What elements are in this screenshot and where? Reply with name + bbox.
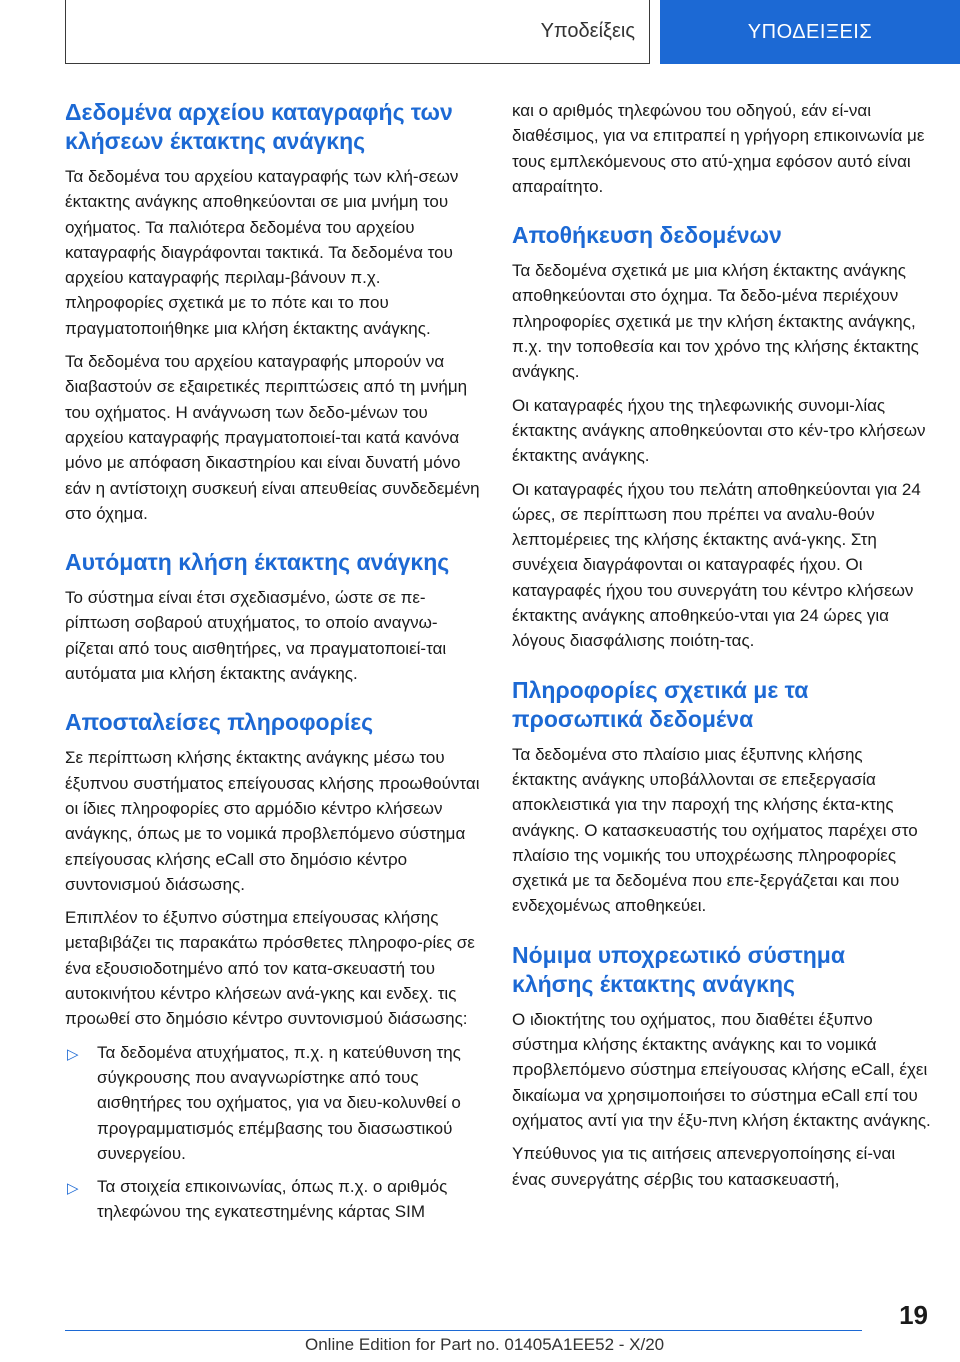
page-header (0, 0, 960, 66)
paragraph: Τα δεδομένα του αρχείου καταγραφής των κλή-σεων έκτακτης ανάγκης αποθηκεύονται σε μια μνήμη του οχήματος. Τα παλιότερα δεδομένα του αρχείου καταγραφής διαγράφονται τακτικά. Τα δεδομένα του αρχείου καταγραφής περιλαμ-βάνουν π.χ. πληροφορίες σχετικά με το πότε και το που πραγματοποιήθηκε μια κλήση έκτακτης ανάγκης. (65, 167, 459, 338)
paragraph: Ο ιδιοκτήτης του οχήματος, που διαθέτει έξυπνο σύστημα κλήσης έκτακτης ανάγκης και το νομικά προβλεπόμενο σύστημα επείγουσας κλήσης eCall, έχει δικαίωμα να χρησιμοποιήσει το σύστημα eCall επί του οχήματος αντί για την έξυ-πνη κλήση έκτακτης ανάγκης. (512, 1009, 931, 1130)
list-item (65, 1174, 480, 1225)
chapter-tab: ΥΠΟΔΕΙΞΕΙΣ (660, 0, 960, 64)
heading-data-storage: Αποθήκευση δεδομένων (512, 222, 782, 249)
section-label: Υποδείξεις (65, 0, 650, 64)
paragraph: Το σύστημα είναι έτσι σχεδιασμένο, ώστε σε πε-ρίπτωση σοβαρού ατυχήματος, το οποίο αναγνω-ρίζεται από τους αισθητήρες, να πραγματοποιεί-ται αυτόματα μια κλήση έκτακτης ανάγκης. (65, 588, 447, 684)
list-item-text: Τα στοιχεία επικοινωνίας, όπως π.χ. ο αριθμός τηλεφώνου της εγκατεστημένης κάρτας SIM (97, 1177, 448, 1222)
paragraph: Τα δεδομένα στο πλαίσιο μιας έξυπνης κλήσης έκτακτης ανάγκης υποβάλλονται σε επεξεργασία αποκλειστικά για την παροχή της κλήσης έκτα-κτης ανάγκης. Ο κατασκευαστής του οχήματος παρέχει στο πλαίσιο της νομικής του υποχρέωσης πληροφορίες σχετικά με τα δεδομένα που επε-ξεργάζεται και που ενδεχομένως αποθηκεύει. (512, 744, 918, 916)
paragraph: Οι καταγραφές ήχου της τηλεφωνικής συνομι-λίας έκτακτης ανάγκης αποθηκεύονται στο κέν-τρο κλήσεων έκτακτης ανάγκης. (512, 395, 926, 466)
heading-sent-information: Αποσταλείσες πληροφορίες (65, 709, 374, 736)
heading-emergency-call-log: Δεδομένα αρχείου καταγραφής των κλήσεων έκτακτης ανάγκης (65, 99, 453, 154)
heading-legal-emergency-system: Νόμιμα υποχρεωτικό σύστημα κλήσης έκτακτης ανάγκης (512, 941, 846, 997)
list-item-text: Τα δεδομένα ατυχήματος, π.χ. η κατεύθυνση της σύγκρουσης που αναγνωρίστηκε από τους αισθητήρες του οχήματος, για να διευ-κολυνθεί ο προγραμματισμός επέμβασης του διασωστικού συνεργείου. (97, 1042, 461, 1163)
right-column (512, 98, 932, 1200)
bullet-triangle-icon: ▷ (67, 1045, 79, 1063)
footer-divider (65, 1330, 862, 1331)
paragraph: Υπεύθυνος για τις αιτήσεις απενεργοποίησης εί-ναι ένας συνεργάτης σέρβις του κατασκευαστή, (512, 1144, 896, 1189)
paragraph: Σε περίπτωση κλήσης έκτακτης ανάγκης μέσω του έξυπνου συστήματος επείγουσας κλήσης προωθούνται οι ίδιες πληροφορίες στο αρμόδιο κέντρο κλήσεων ανάγκης, όπως με το νομικά προβλεπόμενο σύστημα επείγουσας κλήσης eCall στο δημόσιο κέντρο συντονισμού διάσωσης. (65, 748, 480, 894)
paragraph: και ο αριθμός τηλεφώνου του οδηγού, εάν εί-ναι διαθέσιμος, για να επιτραπεί η γρήγορη επικοινωνία με τους εμπλεκόμενους στο ατύ-χημα εφόσον αυτό είναι απαραίτητο. (512, 101, 925, 196)
paragraph: Τα δεδομένα του αρχείου καταγραφής μπορούν να διαβαστούν σε εξαιρετικές περιπτώσεις από τη μνήμη του οχήματος. Η ανάγνωση των δεδο-μένων του αρχείου καταγραφής πραγματοποιεί-ται κατά κανόνα μόνο με απόφαση δικαστηρίου και είναι δυνατή μόνο εάν η αντίστοιχη συσκευή είναι απευθείας συνδεδεμένη στο όχημα. (65, 352, 480, 523)
left-column (65, 98, 480, 1233)
paragraph: Επιπλέον το έξυπνο σύστημα επείγουσας κλήσης μεταβιβάζει τις παρακάτω πρόσθετες πληροφο-ρίες σε ένα εξουσιοδοτημένο από τον κατα-σκευαστή του αυτοκινήτου κέντρο κλήσεων ανά-γκης και ενδεχ. τις προωθεί στο δημόσιο κέντρο συντονισμού διάσωσης: (65, 908, 475, 1029)
heading-personal-data-info: Πληροφορίες σχετικά με τα προσωπικά δεδομένα (512, 676, 809, 732)
paragraph: Τα δεδομένα σχετικά με μια κλήση έκτακτης ανάγκης αποθηκεύονται στο όχημα. Τα δεδο-μένα περιέχουν πληροφορίες σχετικά με την κλήση έκτακτης ανάγκης, π.χ. την τοποθεσία και τον χρόνο της κλήσης έκτακτης ανάγκης. (512, 261, 919, 382)
page-number: 19 (899, 1300, 928, 1330)
heading-automatic-emergency-call: Αυτόματη κλήση έκτακτης ανάγκης (65, 549, 450, 576)
edition-footer: Online Edition for Part no. 01405A1EE52 - X/20 (305, 1335, 665, 1354)
bullet-triangle-icon: ▷ (67, 1180, 79, 1198)
paragraph: Οι καταγραφές ήχου του πελάτη αποθηκεύονται για 24 ώρες, σε περίπτωση που πρέπει να αναλυ-θούν λεπτομέρειες της κλήσης έκτακτης ανά-γκης. Στη συνέχεια διαγράφονται οι καταγραφές ήχου. Οι καταγραφές ήχου του συνεργάτη του κέντρο κλήσεων έκτακτης ανάγκης αποθηκεύο-νται για 24 ώρες για λόγους διασφάλισης ποιότη-τας. (512, 479, 921, 651)
list-item (65, 1040, 480, 1166)
